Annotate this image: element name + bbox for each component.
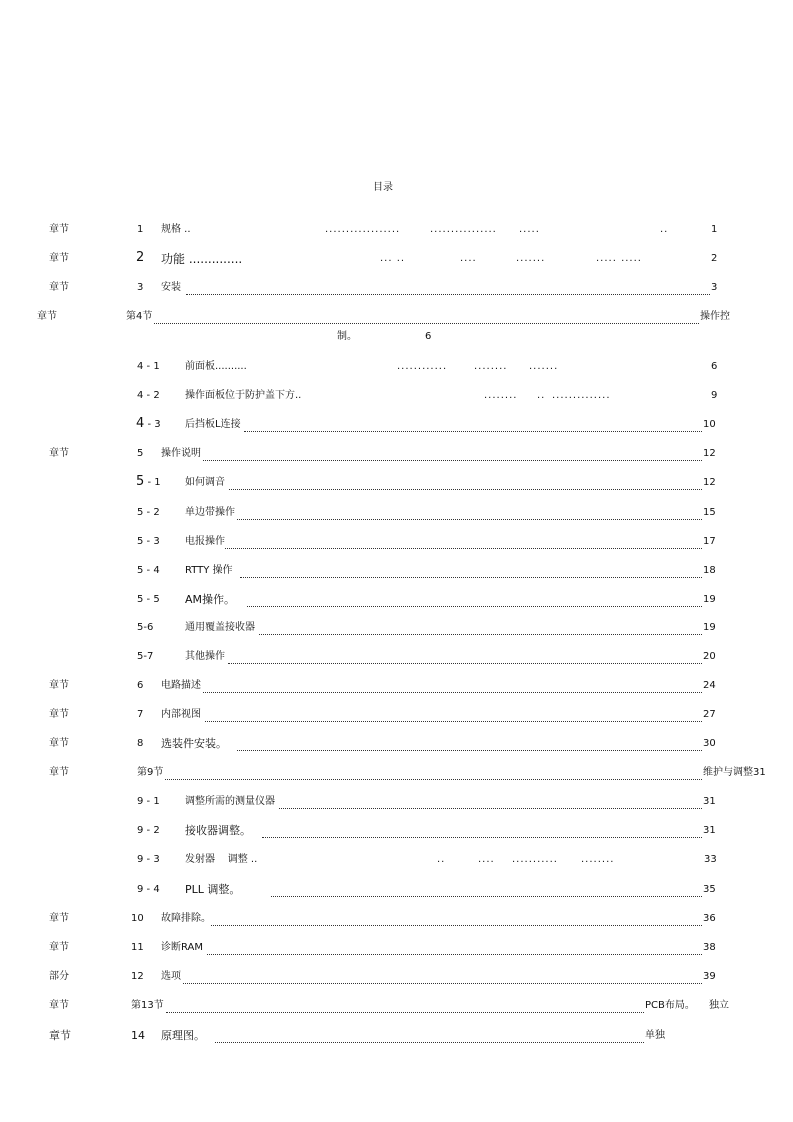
entry-title[interactable]: 后挡板L连接	[185, 419, 241, 430]
chapter-label: 章节	[37, 311, 57, 322]
dot-leader	[228, 662, 702, 664]
section-number: 5 - 5	[137, 594, 160, 605]
leader-fragment: ..................	[325, 224, 401, 235]
section-number: 4 - 2	[137, 390, 160, 401]
entry-title[interactable]: 操作面板位于防护盖下方..	[185, 390, 302, 401]
leader-fragment: .......	[516, 253, 546, 264]
section-number: 5 - 4	[137, 565, 160, 576]
leader-fragment: ............	[397, 361, 448, 372]
chapter-label: 章节	[49, 767, 69, 778]
chapter-number[interactable]: 第9节	[137, 767, 164, 778]
page-number: 6	[425, 331, 432, 342]
entry-title[interactable]: 诊断RAM	[161, 942, 204, 953]
section-number: 9 - 1	[137, 796, 160, 807]
dot-leader	[211, 924, 702, 926]
page-number: 15	[703, 507, 716, 518]
chapter-label: 章节	[49, 738, 69, 749]
chapter-label: 章节	[49, 1000, 69, 1011]
dot-leader	[154, 322, 699, 324]
dot-leader	[165, 778, 702, 780]
toc-title: 目录	[373, 182, 393, 193]
dot-leader	[244, 430, 702, 432]
section-number: 9 - 2	[137, 825, 160, 836]
entry-title[interactable]: RTTY 操作	[185, 565, 233, 576]
dot-leader	[205, 720, 702, 722]
chapter-number: 5	[137, 448, 144, 459]
entry-title[interactable]: 接收器调整。	[185, 824, 251, 837]
entry-title[interactable]: 电报操作	[185, 536, 225, 547]
leader-fragment: ..	[660, 224, 669, 235]
chapter-label: 章节	[49, 253, 69, 264]
page-number: 操作控	[700, 311, 730, 322]
dot-leader	[237, 749, 702, 751]
section-number-minor: - 1	[144, 477, 161, 488]
entry-title[interactable]: 安装	[161, 282, 181, 293]
entry-title[interactable]: 操作说明	[161, 448, 201, 459]
section-number: 5-6	[137, 622, 154, 633]
leader-fragment: ........	[581, 854, 615, 865]
entry-title[interactable]: 调整所需的测量仪器	[185, 796, 275, 807]
page-number: 27	[703, 709, 716, 720]
dot-leader	[271, 895, 702, 897]
leader-fragment: ..	[437, 854, 446, 865]
entry-title[interactable]: 其他操作	[185, 651, 225, 662]
leader-fragment: ..... .....	[596, 253, 642, 264]
entry-title[interactable]: 发射器 调整 ..	[185, 854, 258, 865]
page-number: 3	[711, 282, 718, 293]
leader-fragment: ........	[474, 361, 508, 372]
section-number-major: 5	[136, 474, 145, 489]
page-number: 12	[703, 477, 716, 488]
entry-title[interactable]: 通用覆盖接收器	[185, 622, 255, 633]
section-number: 5 - 3	[137, 536, 160, 547]
chapter-label: 章节	[49, 680, 69, 691]
entry-title[interactable]: 选项	[161, 971, 181, 982]
chapter-label: 章节	[49, 709, 69, 720]
page-number: 33	[704, 854, 717, 865]
page-number: 24	[703, 680, 716, 691]
entry-continuation: 制。	[337, 331, 357, 342]
entry-title[interactable]: 内部视图	[161, 709, 201, 720]
leader-fragment: ... ..	[380, 253, 406, 264]
entry-title[interactable]: 电路描述	[161, 680, 201, 691]
dot-leader	[259, 633, 702, 635]
dot-leader	[279, 807, 702, 809]
page-number: 38	[703, 942, 716, 953]
chapter-label: 部分	[49, 971, 69, 982]
section-number-minor: - 3	[144, 419, 161, 430]
section-number: 9 - 4	[137, 884, 160, 895]
chapter-label: 章节	[49, 282, 69, 293]
dot-leader	[166, 1011, 644, 1013]
entry-title[interactable]: 前面板..........	[185, 361, 247, 372]
dot-leader	[207, 953, 702, 955]
chapter-number[interactable]: 第4节	[126, 311, 153, 322]
leader-fragment: ...........	[512, 854, 558, 865]
entry-title[interactable]: 原理图。	[161, 1029, 205, 1042]
page-number: 6	[711, 361, 718, 372]
page-number: 2	[711, 253, 718, 264]
leader-fragment: ..	[537, 390, 546, 401]
chapter-label: 章节	[49, 913, 69, 924]
chapter-number: 7	[137, 709, 144, 720]
page-number: PCB布局。	[645, 1000, 695, 1011]
section-number-major: 4	[136, 416, 145, 431]
dot-leader	[215, 1041, 644, 1043]
chapter-label: 章节	[49, 942, 69, 953]
dot-leader	[237, 518, 702, 520]
leader-fragment: ....	[478, 854, 495, 865]
dot-leader	[186, 293, 710, 295]
leader-fragment: ....	[460, 253, 477, 264]
page-note: 独立	[709, 1000, 729, 1011]
leader-fragment: .......	[529, 361, 559, 372]
section-number: 4 - 1	[137, 361, 160, 372]
chapter-number[interactable]: 第13节	[131, 1000, 164, 1011]
dot-leader	[203, 691, 702, 693]
page-number: 20	[703, 651, 716, 662]
chapter-label: 章节	[49, 224, 69, 235]
leader-fragment: .....	[519, 224, 540, 235]
entry-title[interactable]: AM操作。	[185, 593, 236, 606]
entry-title[interactable]: 单边带操作	[185, 507, 235, 518]
entry-title[interactable]: PLL 调整。	[185, 883, 241, 896]
leader-fragment: ................	[430, 224, 497, 235]
section-number: 5 - 2	[137, 507, 160, 518]
section-number	[136, 475, 161, 490]
chapter-number: 8	[137, 738, 144, 749]
page-number: 17	[703, 536, 716, 547]
entry-title[interactable]: 故障排除。	[161, 913, 211, 924]
dot-leader	[262, 836, 702, 838]
page-number: 维护与调整31	[703, 767, 766, 778]
chapter-number: 12	[131, 971, 144, 982]
chapter-number: 1	[137, 224, 144, 235]
page-number: 35	[703, 884, 716, 895]
chapter-number: 3	[137, 282, 144, 293]
chapter-label: 章节	[49, 448, 69, 459]
page-number: 18	[703, 565, 716, 576]
chapter-label: 章节	[49, 1029, 71, 1042]
page-number: 9	[711, 390, 718, 401]
page-number: 单独	[645, 1030, 665, 1041]
leader-fragment: ........	[484, 390, 518, 401]
section-number: 5-7	[137, 651, 154, 662]
page-number: 30	[703, 738, 716, 749]
dot-leader	[240, 576, 702, 578]
leader-fragment: ..............	[552, 390, 611, 401]
page-number: 31	[703, 796, 716, 807]
entry-title[interactable]: 选装件安装。	[161, 737, 227, 750]
chapter-number: 11	[131, 942, 144, 953]
page-number: 10	[703, 419, 716, 430]
entry-title[interactable]: 如何调音	[185, 477, 225, 488]
page-number: 39	[703, 971, 716, 982]
page-number: 1	[711, 224, 718, 235]
entry-title[interactable]: 功能 ..............	[161, 252, 243, 266]
chapter-number: 10	[131, 913, 144, 924]
section-number: 9 - 3	[137, 854, 160, 865]
page-number: 19	[703, 594, 716, 605]
page-number: 31	[703, 825, 716, 836]
chapter-number: 2	[136, 250, 145, 265]
entry-title[interactable]: 规格 ..	[161, 224, 191, 235]
page-number: 36	[703, 913, 716, 924]
dot-leader	[183, 982, 702, 984]
chapter-number: 6	[137, 680, 144, 691]
page-number: 19	[703, 622, 716, 633]
dot-leader	[203, 459, 702, 461]
dot-leader	[225, 547, 702, 549]
section-number	[136, 417, 161, 432]
chapter-number: 14	[131, 1029, 145, 1042]
dot-leader	[247, 605, 702, 607]
page-number: 12	[703, 448, 716, 459]
dot-leader	[229, 488, 702, 490]
